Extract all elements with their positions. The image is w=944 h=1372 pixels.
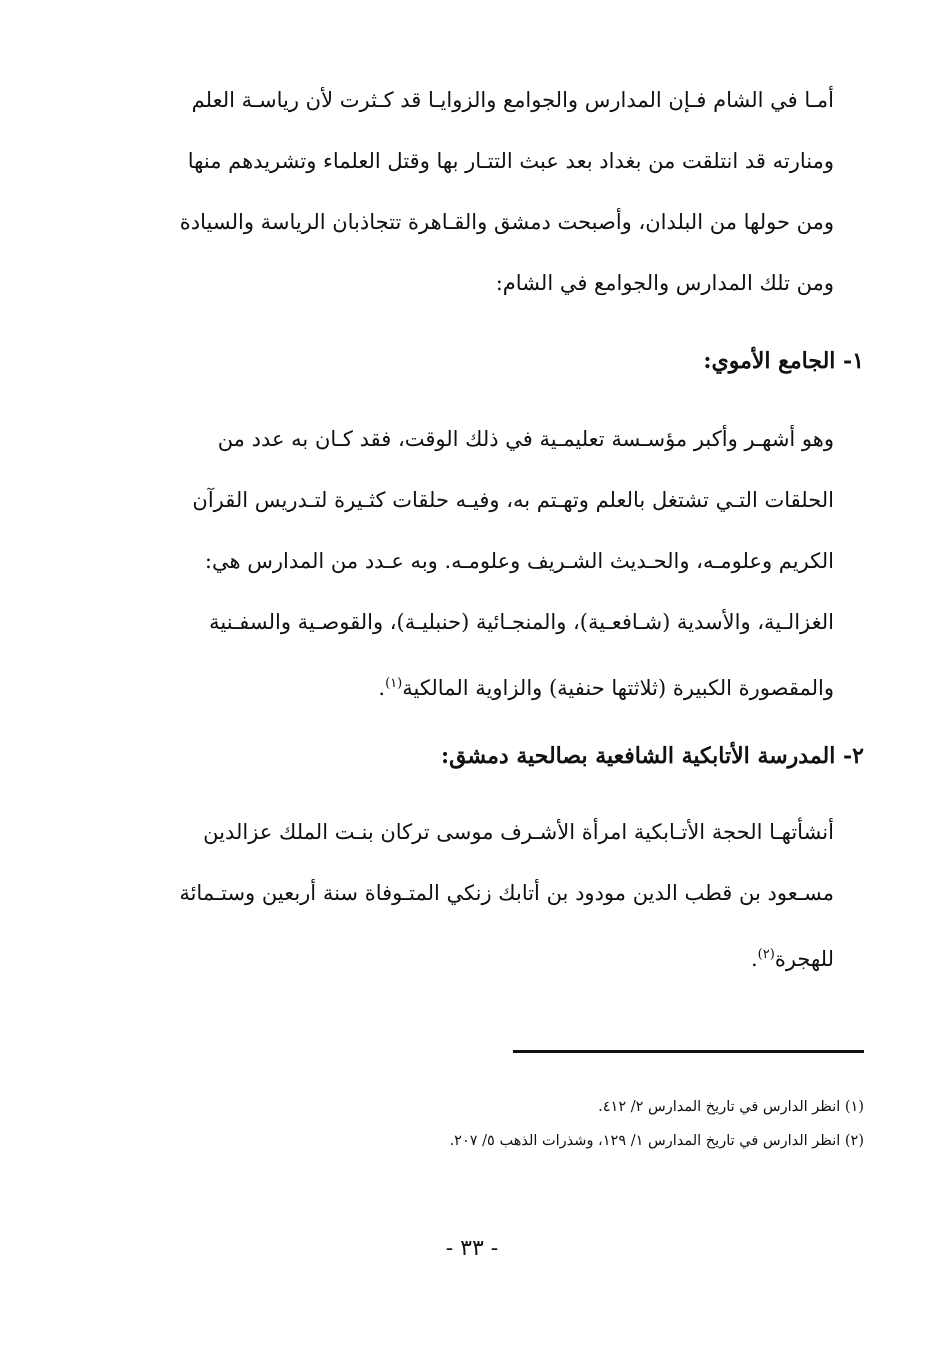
section1-line: وهو أشهـر وأكبر مؤسـسة تعليمـية في ذلك الوقت، فقد كـان به عدد من [217,427,834,451]
section2-paragraph [119,802,834,985]
footnote-1: (١) انظر الدارس في تاريخ المدارس ٢/ ٤١٢. [598,1099,864,1115]
section2-line: مسـعود بن قطب الدين مودود بن أتابك زنكي المتـوفاة سنة أربعين وستـمائة [179,881,834,905]
section2-line: للهجرة [774,947,834,971]
section1-paragraph [119,409,834,714]
footnote-divider [513,1050,864,1053]
intro-line: أمـا في الشام فـإن المدارس والجوامع والزوايـا قد كـثرت لأن رياسـة العلم [191,88,834,112]
footnote-ref-2[interactable]: (٢) [757,947,775,962]
section1-line: الغزالـية، والأسدية (شـافعـية)، والمنجـائية (حنبليـة)، والقوصـية والسفـنية [209,610,834,634]
section2-line: أنشأتهـا الحجة الأتـابكية امرأة الأشـرف موسى تركان بنـت الملك عزالدين [203,820,834,844]
intro-line: ومن حولها من البلدان، وأصبحت دمشق والقـاهرة تتجاذبان الرياسة والسيادة [179,210,834,234]
page-number: - ٣٣ - [445,1236,499,1261]
footnote-ref-1[interactable]: (١) [385,676,403,691]
footnotes [450,1090,864,1158]
intro-paragraph [119,70,834,314]
section2-last-line [119,924,834,985]
intro-line: ومن تلك المدارس والجوامع في الشام: [495,271,834,295]
section1-line: والمقصورة الكبيرة (ثلاثتها حنفية) والزاوية المالكية [402,676,834,700]
section2-heading: ٢- المدرسة الأتابكية الشافعية بصالحية دمشق: [440,743,864,769]
section1-end-mark: . [378,676,386,700]
intro-line: ومنارته قد انتلقت من بغداد بعد عبث التتـار بها وقتل العلماء وتشريدهم منها [187,149,834,173]
section1-line: الحلقات التـي تشتغل بالعلم وتهـتم به، وفيـه حلقات كثـيرة لتـدريس القرآن [192,488,834,512]
section2-end-mark: . [750,947,758,971]
footnote-2: (٢) انظر الدارس في تاريخ المدارس ١/ ١٢٩، وشذرات الذهب ٥/ ٢٠٧. [449,1133,864,1149]
section1-heading: ١- الجامع الأموي: [703,348,864,374]
section1-line: الكريم وعلومـه، والحـديث الشـريف وعلومـه. وبه عـدد من المدارس هي: [204,549,834,573]
section1-last-line [119,653,834,714]
